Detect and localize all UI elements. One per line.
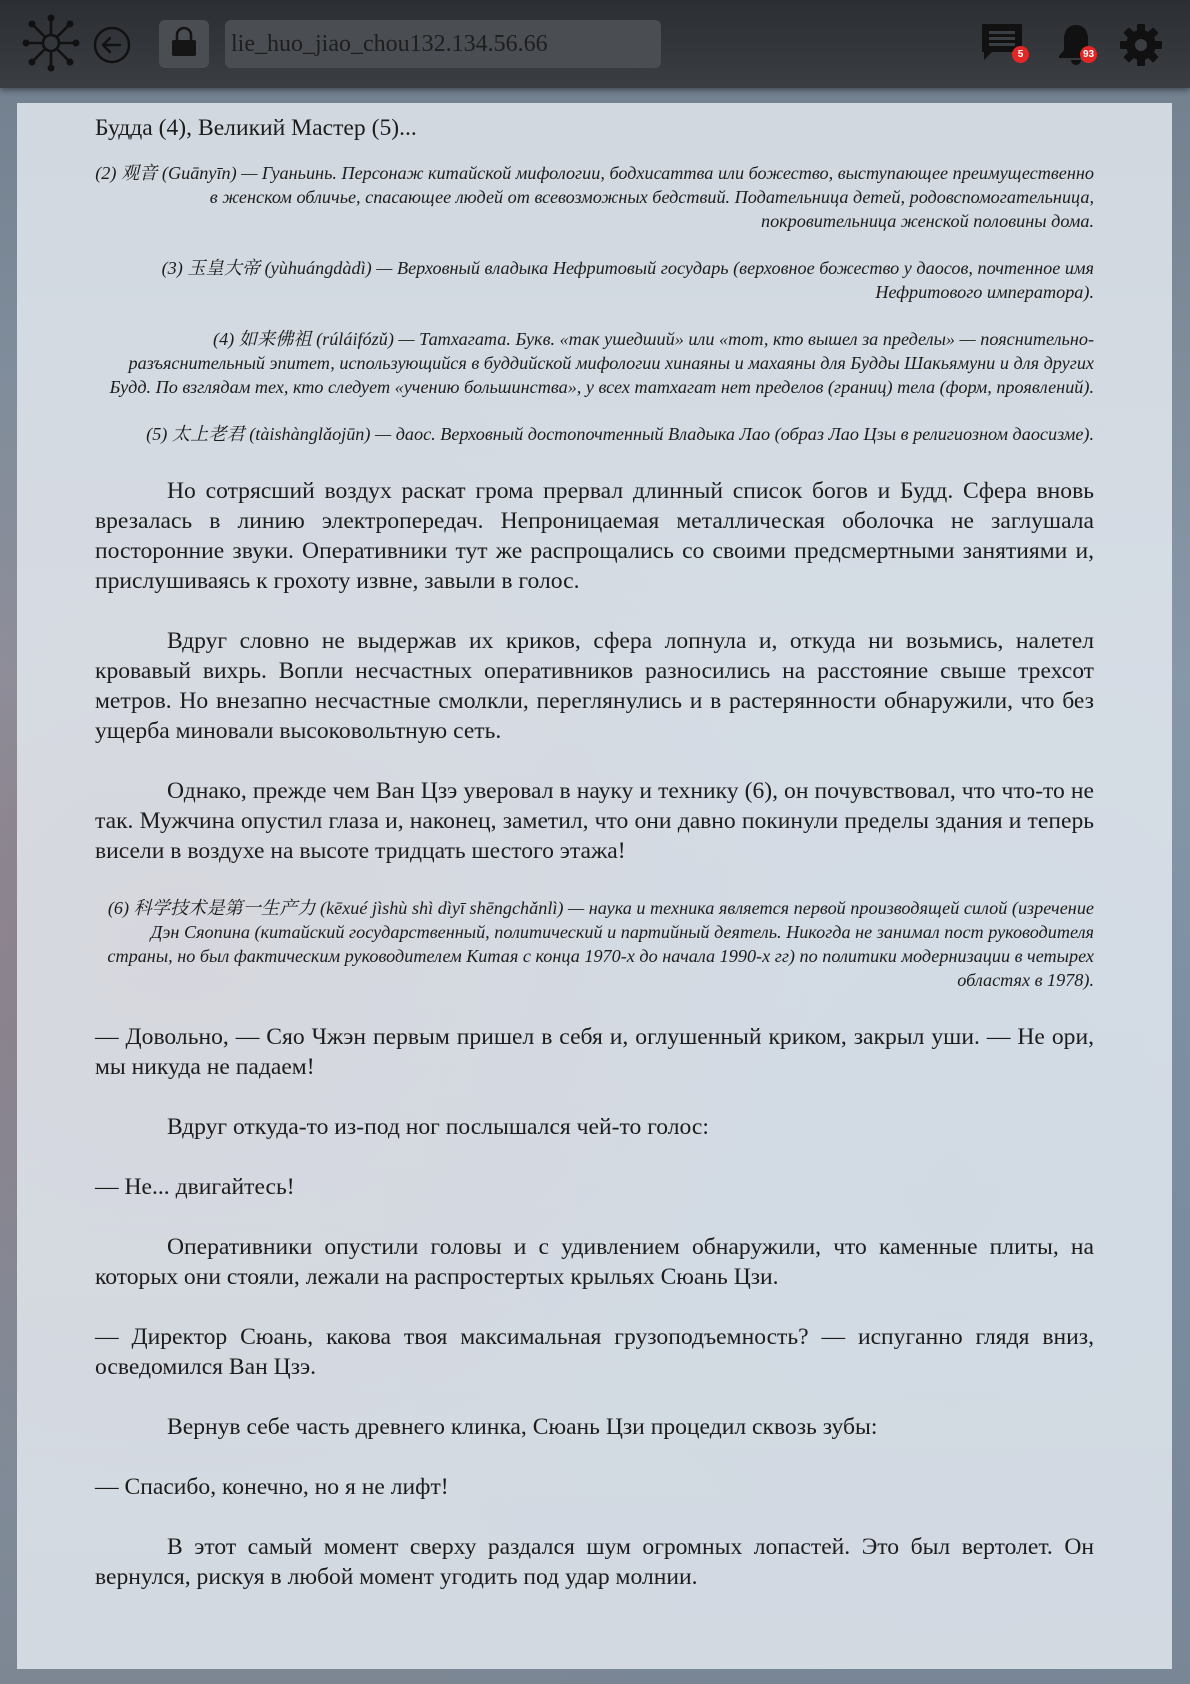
top-bar (0, 0, 1190, 88)
text-paragraph: Вернув себе часть древнего клинка, Сюань Цзи процедил сквозь зубы: (167, 1414, 878, 1440)
network-logo-icon[interactable] (22, 14, 80, 72)
footnote: (5) 太上老君 (tàishànglǎojūn) — даос. Верховный достопочтенный Владыка Лао (образ Лао Цзы в религиозном даосизме). (146, 424, 1094, 444)
footnote: (3) 玉皇大帝 (yùhuángdàdì) — Верховный владыка Нефритовый государь (верховное божество у даосов, почтенное имя Нефритового императора). (161, 258, 1094, 302)
lock-icon (169, 26, 199, 63)
text-paragraph: — Довольно, — Сяо Чжэн первым пришел в себя и, оглушенный криком, закрыл уши. — Не ори, мы никуда не падаем! (95, 1024, 1094, 1080)
text-paragraph: Вдруг словно не выдержав их криков, сфера лопнула и, откуда ни возьмись, налетел кровавый вихрь. Вопли несчастных оперативников разносились на расстояние свыше трехсот метров. Но внезапно несчастные смолкли, переглянулись и в растерянности обнаружили, что без ущерба миновали высоковольтную сеть. (95, 628, 1094, 744)
text-paragraph: — Спасибо, конечно, но я не лифт! (95, 1474, 449, 1500)
address-field[interactable] (225, 20, 661, 68)
text-paragraph: — Директор Сюань, какова твоя максимальная грузоподъемность? — испуганно глядя вниз, осведомился Ван Цзэ. (95, 1324, 1094, 1380)
gear-icon (1118, 55, 1164, 72)
text-paragraph: Но сотрясший воздух раскат грома прервал длинный список богов и Будд. Сфера вновь врезалась в линию электропередач. Непроницаемая металлическая оболочка не заглушала посторонние звуки. Оперативники тут же распрощались со своими предсмертными занятиями и, прислушиваясь к грохоту извне, завыли в голос. (95, 478, 1094, 594)
text-paragraph: В этот самый момент сверху раздался шум огромных лопастей. Это был вертолет. Он вернулся, рискуя в любой момент угодить под удар молнии. (95, 1534, 1094, 1590)
text-paragraph: — Не... двигайтесь! (95, 1174, 295, 1200)
text-paragraph: Однако, прежде чем Ван Цзэ уверовал в науку и технику (6), он почувствовал, что что-то не так. Мужчина опустил глаза и, наконец, заметил, что они давно покинули пределы здания и теперь висели в воздухе на высоте тридцать шестого этажа! (95, 778, 1094, 864)
footnote: (4) 如来佛祖 (rúláifózǔ) — Татхагата. Букв. «так ушедший» или «тот, кто вышел за пределы» — пояснительно-разъяснительный эпитет, использующийся в буддийской мифологии хинаяны и махаяны для Будды Шакьямуни и для других Будд. По взглядам тех, кто следует «учению большинства», у всех татхагат нет пределов (границ) тела (форм, проявлений). (109, 329, 1094, 397)
address-text: lie_huo_jiao_chou132.134.56.66 (231, 30, 548, 57)
notifications-badge: 93 (1080, 46, 1097, 63)
footnote: (2) 观音 (Guānyīn) — Гуаньинь. Персонаж китайской мифологии, бодхисаттва или божество, выступающее преимущественно в женском обличье, спасающее людей от всевозможных бедствий. Подательница детей, родовспомогательница, покровительница женской половины дома. (95, 163, 1094, 231)
reading-panel[interactable] (17, 103, 1172, 1669)
text-paragraph: Вдруг откуда-то из-под ног послышался чей-то голос: (167, 1114, 709, 1140)
lock-button[interactable] (159, 20, 209, 68)
messages-button[interactable] (980, 22, 1028, 66)
notifications-button[interactable] (1056, 22, 1104, 66)
footnote: (6) 科学技术是第一生产力 (kēxué jìshù shì dìyī shēngchǎnlì) — наука и техника является первой производящей силой (изречение Дэн Сяопина (китайский государственный, политический и партийный деятель. Никогда не занимал пост руководителя страны, но был фактическим руководителем Китая с конца 1970-х до начала 1990-х гг) по политики модернизации в четырех областях в 1978). (107, 898, 1094, 990)
text-paragraph: Будда (4), Великий Мастер (5)... (95, 115, 417, 141)
text-paragraph: Оперативники опустили головы и с удивлением обнаружили, что каменные плиты, на которых они стояли, лежали на распростертых крыльях Сюань Цзи. (95, 1234, 1094, 1290)
back-arrow-icon[interactable] (92, 25, 132, 65)
messages-badge: 5 (1012, 46, 1029, 63)
settings-button[interactable] (1118, 22, 1166, 70)
